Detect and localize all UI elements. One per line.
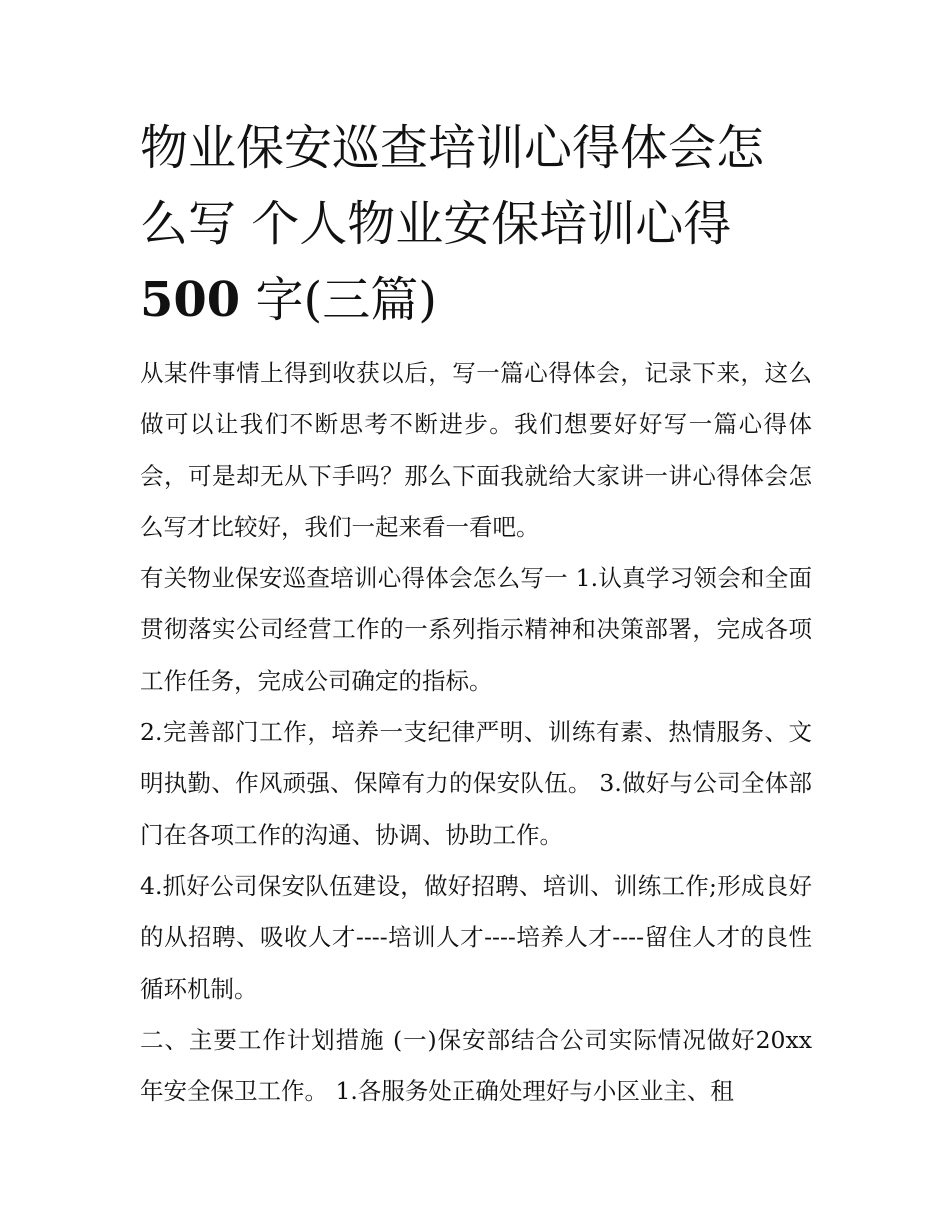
title-line-2: 么写 个人物业安保培训心得 <box>140 196 732 252</box>
paragraph-intro: 从某件事情上得到收获以后，写一篇心得体会，记录下来，这么做可以让我们不断思考不断进步。我们想要好好写一篇心得体会，可是却无从下手吗？那么下面我就给大家讲一讲心得体会怎么写才比较好，我们一起来看一看吧。 <box>140 359 812 541</box>
paragraph-section-2: 2.完善部门工作，培养一支纪律严明、训练有素、热情服务、文明执勤、作风顽强、保障有力的保安队伍。 3.做好与公司全体部门在各项工作的沟通、协调、协助工作。 <box>140 718 812 849</box>
paragraph-section-4: 4.抓好公司保安队伍建设，做好招聘、培训、训练工作;形成良好的从招聘、吸收人才----培训人才----培养人才----留住人才的良性循环机制。 <box>140 871 812 1003</box>
title-line-1: 物业保安巡查培训心得体会怎 <box>140 120 765 176</box>
document-page <box>140 110 812 1117</box>
paragraph-plan: 二、主要工作计划措施 (一)保安部结合公司实际情况做好20xx 年安全保卫工作。 1.各服务处正确处理好与小区业主、租 <box>140 1025 812 1106</box>
paragraph-section-1: 有关物业保安巡查培训心得体会怎么写一 1.认真学习领会和全面贯彻落实公司经营工作的一系列指示精神和决策部署，完成各项工作任务，完成公司确定的指标。 <box>140 564 812 695</box>
title-line-3: 字(三篇) <box>240 272 437 328</box>
title-number: 500 <box>140 272 241 328</box>
document-title <box>140 110 812 338</box>
